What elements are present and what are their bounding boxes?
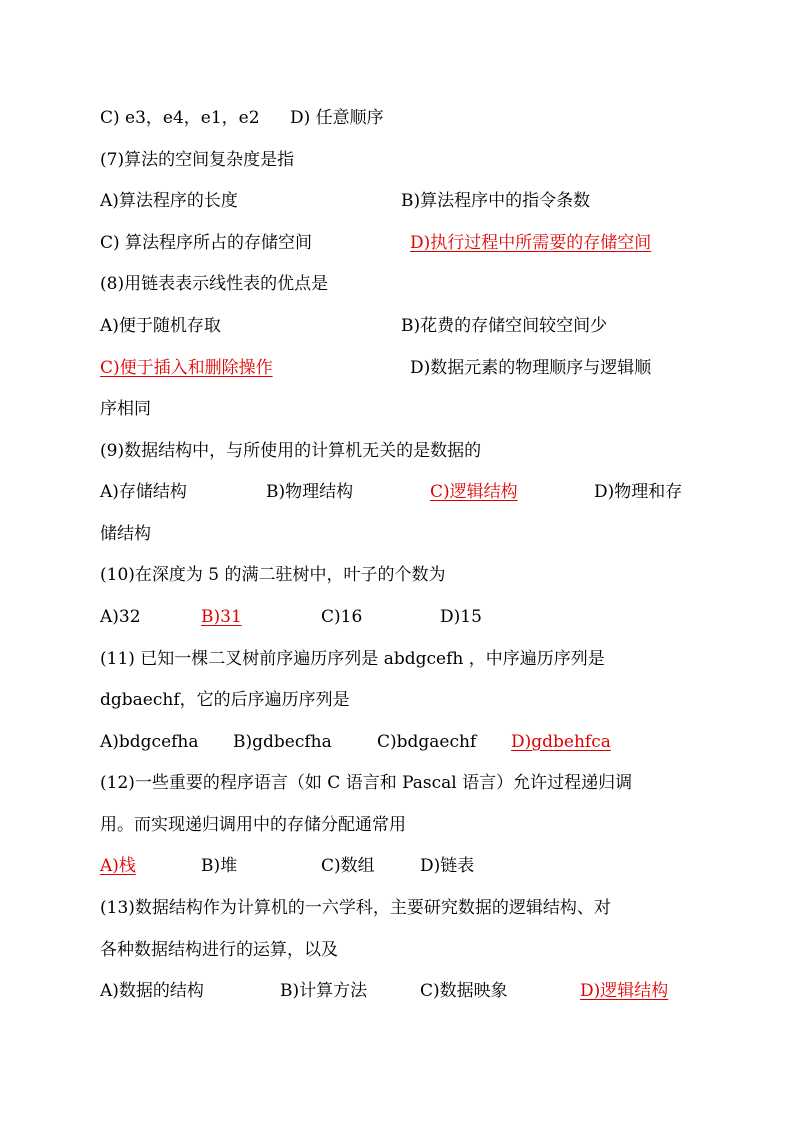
option-a: A)32 <box>100 607 141 627</box>
question-text: (10)在深度为 5 的满二驻树中，叶子的个数为 <box>100 565 446 585</box>
option-c: C)16 <box>321 607 363 627</box>
answer-option-d: D)gdbehfca <box>511 732 611 752</box>
answer-option-d: D)执行过程中所需要的存储空间 <box>410 233 652 253</box>
answer-option-c: C)逻辑结构 <box>430 482 518 502</box>
option-d: D) 任意顺序 <box>290 108 384 128</box>
question-text: (9)数据结构中，与所使用的计算机无关的是数据的 <box>100 441 482 461</box>
option-b: B)物理结构 <box>266 482 354 502</box>
option-c: C) 算法程序所占的存储空间 <box>100 233 313 253</box>
option-c: C)数据映象 <box>420 981 508 1001</box>
option-d: D)物理和存 <box>594 482 683 502</box>
option-b: B)gdbecfha <box>233 732 332 752</box>
option-d: D)15 <box>440 607 482 627</box>
option-d: D)数据元素的物理顺序与逻辑顺 <box>410 358 652 378</box>
option-b: B)计算方法 <box>280 981 368 1001</box>
option-a: A)数据的结构 <box>100 981 204 1001</box>
option-a: A)bdgcefha <box>100 732 199 752</box>
answer-option-b: B)31 <box>201 607 242 627</box>
option-a: A)便于随机存取 <box>100 316 221 336</box>
question-text-continued: 各种数据结构进行的运算，以及 <box>100 940 338 960</box>
answer-option-a: A)栈 <box>100 856 136 876</box>
option-c: C)数组 <box>321 856 375 876</box>
answer-option-c: C)便于插入和删除操作 <box>100 358 273 378</box>
question-text: (7)算法的空间复杂度是指 <box>100 150 295 170</box>
question-text-continued: dgbaechf，它的后序遍历序列是 <box>100 690 350 710</box>
option-c: C)bdgaechf <box>377 732 477 752</box>
question-text: (12)一些重要的程序语言（如 C 语言和 Pascal 语言）允许过程递归调 <box>100 773 633 793</box>
option-c: C) e3，e4，e1，e2 <box>100 108 260 128</box>
option-d-continued: 储结构 <box>100 524 151 544</box>
answer-option-d: D)逻辑结构 <box>580 981 669 1001</box>
question-text-continued: 用。而实现递归调用中的存储分配通常用 <box>100 815 406 835</box>
question-text: (8)用链表表示线性表的优点是 <box>100 274 329 294</box>
question-text: (11) 已知一棵二叉树前序遍历序列是 abdgcefh ，中序遍历序列是 <box>100 649 605 669</box>
option-b: B)堆 <box>201 856 238 876</box>
option-a: A)存储结构 <box>100 482 187 502</box>
option-d-continued: 序相同 <box>100 399 151 419</box>
option-b: B)花费的存储空间较空间少 <box>401 316 608 336</box>
question-text: (13)数据结构作为计算机的一六学科，主要研究数据的逻辑结构、对 <box>100 898 611 918</box>
option-d: D)链表 <box>420 856 475 876</box>
option-b: B)算法程序中的指令条数 <box>401 191 591 211</box>
option-a: A)算法程序的长度 <box>100 191 238 211</box>
